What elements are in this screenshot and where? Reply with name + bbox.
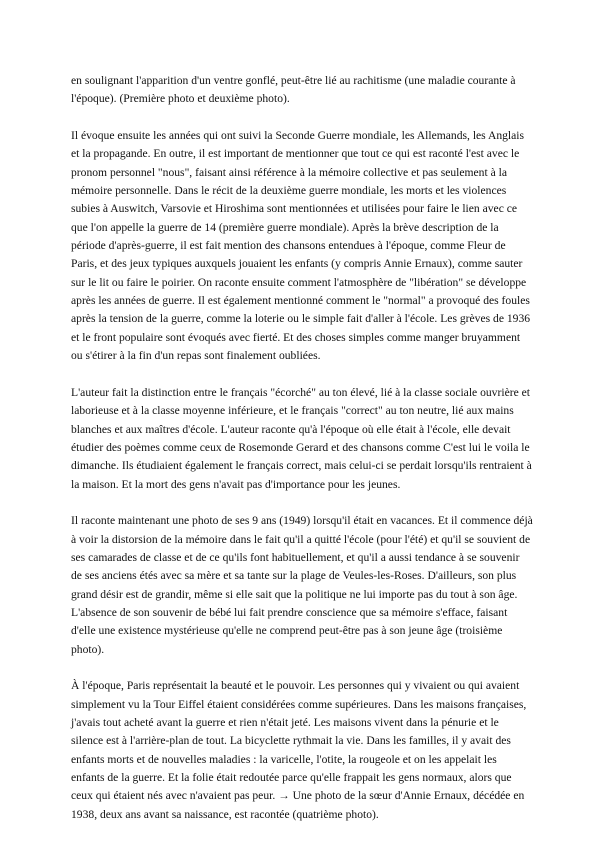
document-body: [71, 72, 533, 842]
paragraph-photo-nine-years: Il raconte maintenant une photo de ses 9 ans (1949) lorsqu'il était en vacances. Et il commence déjà à voir la distorsion de la mémoire dans le fait qu'il a quitté l'école (pour l'été) et qu'il se souvient de ses camarades de classe et de ce qu'ils font habituellement, et qu'il a aussi tendance à se souvenir de ses anciens étés avec sa mère et sa tante sur la plage de Veules-les-Roses. D'ailleurs, son plus grand désir est de grandir, même si elle sait que la politique ne lui importe pas du tout à son âge. L'absence de son souvenir de bébé lui fait prendre conscience que sa mémoire s'efface, faisant d'elle une existence mystérieuse qu'elle ne comprend peut-être pas à son jeune âge (troisième photo).: [71, 514, 533, 656]
paragraph-continuation: en soulignant l'apparition d'un ventre gonflé, peut-être lié au rachitisme (une maladie courante à l'époque). (Première photo et deuxième photo).: [71, 74, 516, 106]
paragraph-postwar: Il évoque ensuite les années qui ont suivi la Seconde Guerre mondiale, les Allemands, les Anglais et la propagande. En outre, il est important de mentionner que tout ce qui est raconté l'est avec le pronom personnel "nous", faisant ainsi référence à la mémoire collective et pas seulement à la mémoire personnelle. Dans le récit de la deuxième guerre mondiale, les morts et les violences subies à Auswitch, Varsovie et Hiroshima sont mentionnées et utilisées pour faire le lien avec ce que l'on appelle la guerre de 14 (première guerre mondiale). Après la brève description de la période d'après-guerre, il est fait mention des chansons entendues à l'époque, comme Fleur de Paris, et des jeux typiques auxquels jouaient les enfants (y compris Annie Ernaux), comme sauter sur le lit ou faire le poirier. On raconte ensuite comment l'atmosphère de "libération" se développe après les années de guerre. Il est également mentionné comment le "normal" a provoqué des foules après la tension de la guerre, comme la loterie ou le simple fait d'aller à l'école. Les grèves de 1936 et le front populaire sont évoqués avec fierté. Et des choses simples comme manger bruyamment ou s'étirer à la fin d'un repas sont finalement oubliées.: [71, 129, 531, 363]
paragraph-language: L'auteur fait la distinction entre le français "écorché" au ton élevé, lié à la classe sociale ouvrière et laborieuse et à la classe moyenne inférieure, et le français "correct" au ton neutre, lié aux mains blanches et aux maîtres d'école. L'auteur raconte qu'à l'époque où elle était à l'école, elle devait étudier des poèmes comme ceux de Rosemonde Gerard et des chansons comme C'est lui le voila le dimanche. Ils étudiaient également le français correct, mais celui-ci se perdait lorsqu'ils rentraient à la maison. Et la mort des gens n'avait pas d'importance pour les jeunes.: [71, 385, 532, 491]
paragraph-paris: À l'époque, Paris représentait la beauté et le pouvoir. Les personnes qui y vivaient ou qui avaient simplement vu la Tour Eiffel étaient considérées comme supérieures. Dans les maisons françaises, j'avais tout acheté avant la guerre et rien n'était jeté. Les maisons vivent dans la pénurie et le silence est à l'arrière-plan de tout. La bicyclette rythmait la vie. Dans les familles, il y avait des enfants morts et de nouvelles maladies : la varicelle, l'otite, la rougeole et on les appelait les enfants de la guerre. Et la folie était redoutée parce qu'elle frappait les gens normaux, alors que ceux qui étaient nés avec n'avaient pas peur. → Une photo de la sœur d'Annie Ernaux, décédée en 1938, deux ans avant sa naissance, est racontée (quatrième photo).: [71, 679, 527, 821]
